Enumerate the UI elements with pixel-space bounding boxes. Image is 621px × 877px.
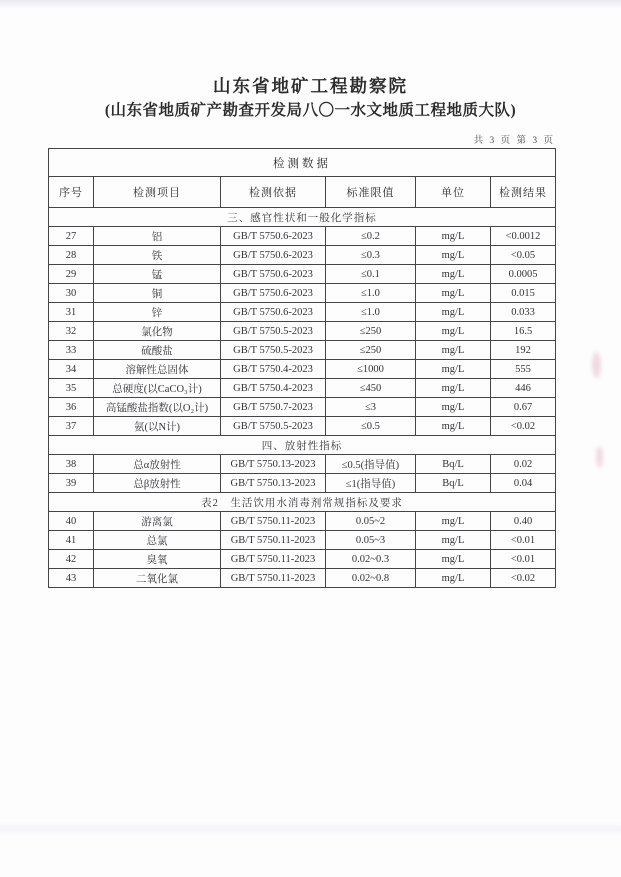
test-results-table [48,148,556,588]
cell-result: <0.02 [491,417,556,436]
cell-unit: mg/L [416,512,491,531]
cell-limit: 0.02~0.8 [326,569,416,588]
cell-item: 游离氯 [94,512,221,531]
cell-result: <0.01 [491,531,556,550]
cell-result: 0.67 [491,398,556,417]
cell-no: 42 [49,550,94,569]
cell-no: 37 [49,417,94,436]
cell-unit: mg/L [416,303,491,322]
cell-result: 0.0005 [491,265,556,284]
cell-item: 锌 [94,303,221,322]
cell-no: 43 [49,569,94,588]
cell-limit: ≤1.0 [326,284,416,303]
column-header-unit: 单位 [416,177,491,208]
cell-item: 氯化物 [94,322,221,341]
cell-item: 铁 [94,246,221,265]
cell-no: 28 [49,246,94,265]
cell-unit: Bq/L [416,474,491,493]
table-row [49,550,556,569]
cell-unit: mg/L [416,341,491,360]
cell-no: 40 [49,512,94,531]
table-row [49,379,556,398]
column-header-method: 检测依据 [221,177,326,208]
cell-method: GB/T 5750.6-2023 [221,265,326,284]
red-ink-smudge [592,352,601,378]
document-title: 山东省地矿工程勘察院 [213,76,408,96]
table-caption-row [49,149,556,177]
cell-result: 0.02 [491,455,556,474]
cell-item: 臭氧 [94,550,221,569]
cell-unit: mg/L [416,322,491,341]
table-header-row [49,177,556,208]
table-row [49,474,556,493]
cell-method: GB/T 5750.5-2023 [221,417,326,436]
table-row [49,284,556,303]
table-row [49,360,556,379]
cell-result: <0.05 [491,246,556,265]
table-row [49,531,556,550]
document-subtitle: (山东省地质矿产勘查开发局八〇一水文地质工程地质大队) [104,101,517,119]
table-row [49,398,556,417]
cell-method: GB/T 5750.4-2023 [221,379,326,398]
cell-unit: mg/L [416,550,491,569]
cell-result: 0.40 [491,512,556,531]
cell-no: 30 [49,284,94,303]
section-row [49,208,556,227]
column-header-item: 检测项目 [94,177,221,208]
cell-unit: mg/L [416,417,491,436]
cell-method: GB/T 5750.7-2023 [221,398,326,417]
results-table-body [49,208,556,588]
cell-method: GB/T 5750.11-2023 [221,550,326,569]
table-row [49,341,556,360]
section-row [49,436,556,455]
cell-method: GB/T 5750.11-2023 [221,531,326,550]
cell-item: 铝 [94,227,221,246]
cell-limit: ≤0.2 [326,227,416,246]
section-label: 四、放射性指标 [49,436,556,455]
cell-limit: ≤0.3 [326,246,416,265]
cell-method: GB/T 5750.6-2023 [221,246,326,265]
cell-result: <0.01 [491,550,556,569]
cell-result: 446 [491,379,556,398]
cell-result: 555 [491,360,556,379]
cell-no: 32 [49,322,94,341]
cell-unit: mg/L [416,398,491,417]
cell-result: <0.02 [491,569,556,588]
cell-limit: ≤1000 [326,360,416,379]
cell-limit: ≤1(指导值) [326,474,416,493]
cell-method: GB/T 5750.11-2023 [221,512,326,531]
cell-method: GB/T 5750.13-2023 [221,455,326,474]
cell-no: 36 [49,398,94,417]
cell-limit: ≤3 [326,398,416,417]
cell-method: GB/T 5750.5-2023 [221,322,326,341]
cell-item: 总氯 [94,531,221,550]
cell-unit: mg/L [416,379,491,398]
cell-limit: ≤0.5(指导值) [326,455,416,474]
cell-method: GB/T 5750.11-2023 [221,569,326,588]
page-number-marker: 共 3 页 第 3 页 [473,136,555,146]
cell-method: GB/T 5750.13-2023 [221,474,326,493]
document-header [0,74,621,122]
table-row [49,322,556,341]
cell-unit: mg/L [416,265,491,284]
cell-method: GB/T 5750.5-2023 [221,341,326,360]
cell-item: 高锰酸盐指数(以O₂计) [94,398,221,417]
cell-no: 33 [49,341,94,360]
cell-limit: ≤250 [326,341,416,360]
cell-no: 38 [49,455,94,474]
cell-result: <0.0012 [491,227,556,246]
column-header-limit: 标准限值 [326,177,416,208]
cell-method: GB/T 5750.6-2023 [221,303,326,322]
cell-result: 192 [491,341,556,360]
cell-method: GB/T 5750.6-2023 [221,284,326,303]
cell-limit: 0.05~2 [326,512,416,531]
cell-unit: Bq/L [416,455,491,474]
cell-result: 0.04 [491,474,556,493]
cell-item: 氨(以N计) [94,417,221,436]
cell-item: 硫酸盐 [94,341,221,360]
cell-method: GB/T 5750.6-2023 [221,227,326,246]
cell-unit: mg/L [416,227,491,246]
column-header-result: 检测结果 [491,177,556,208]
cell-item: 二氧化氯 [94,569,221,588]
cell-unit: mg/L [416,360,491,379]
cell-limit: ≤0.1 [326,265,416,284]
table-caption: 检测数据 [49,149,556,177]
column-header-no: 序号 [49,177,94,208]
table-row [49,417,556,436]
red-ink-smudge [596,446,603,468]
cell-item: 铜 [94,284,221,303]
cell-unit: mg/L [416,246,491,265]
cell-item: 总β放射性 [94,474,221,493]
table-row [49,227,556,246]
cell-item: 总硬度(以CaCO₃计) [94,379,221,398]
cell-result: 0.015 [491,284,556,303]
scan-edge-bottom [0,822,621,836]
scan-edge-top [0,0,621,9]
cell-item: 总α放射性 [94,455,221,474]
cell-limit: ≤0.5 [326,417,416,436]
cell-item: 锰 [94,265,221,284]
cell-no: 41 [49,531,94,550]
section-label: 表2 生活饮用水消毒剂常规指标及要求 [49,493,556,512]
cell-item: 溶解性总固体 [94,360,221,379]
table-row [49,265,556,284]
table-row [49,512,556,531]
cell-no: 35 [49,379,94,398]
table-row [49,246,556,265]
cell-limit: 0.05~3 [326,531,416,550]
cell-limit: ≤250 [326,322,416,341]
cell-no: 34 [49,360,94,379]
cell-no: 29 [49,265,94,284]
cell-no: 31 [49,303,94,322]
cell-method: GB/T 5750.4-2023 [221,360,326,379]
table-row [49,569,556,588]
section-row [49,493,556,512]
cell-unit: mg/L [416,284,491,303]
cell-limit: 0.02~0.3 [326,550,416,569]
cell-no: 27 [49,227,94,246]
cell-result: 0.033 [491,303,556,322]
cell-no: 39 [49,474,94,493]
table-row [49,303,556,322]
cell-limit: ≤450 [326,379,416,398]
cell-unit: mg/L [416,531,491,550]
section-label: 三、感官性状和一般化学指标 [49,208,556,227]
cell-result: 16.5 [491,322,556,341]
cell-limit: ≤1.0 [326,303,416,322]
cell-unit: mg/L [416,569,491,588]
table-row [49,455,556,474]
